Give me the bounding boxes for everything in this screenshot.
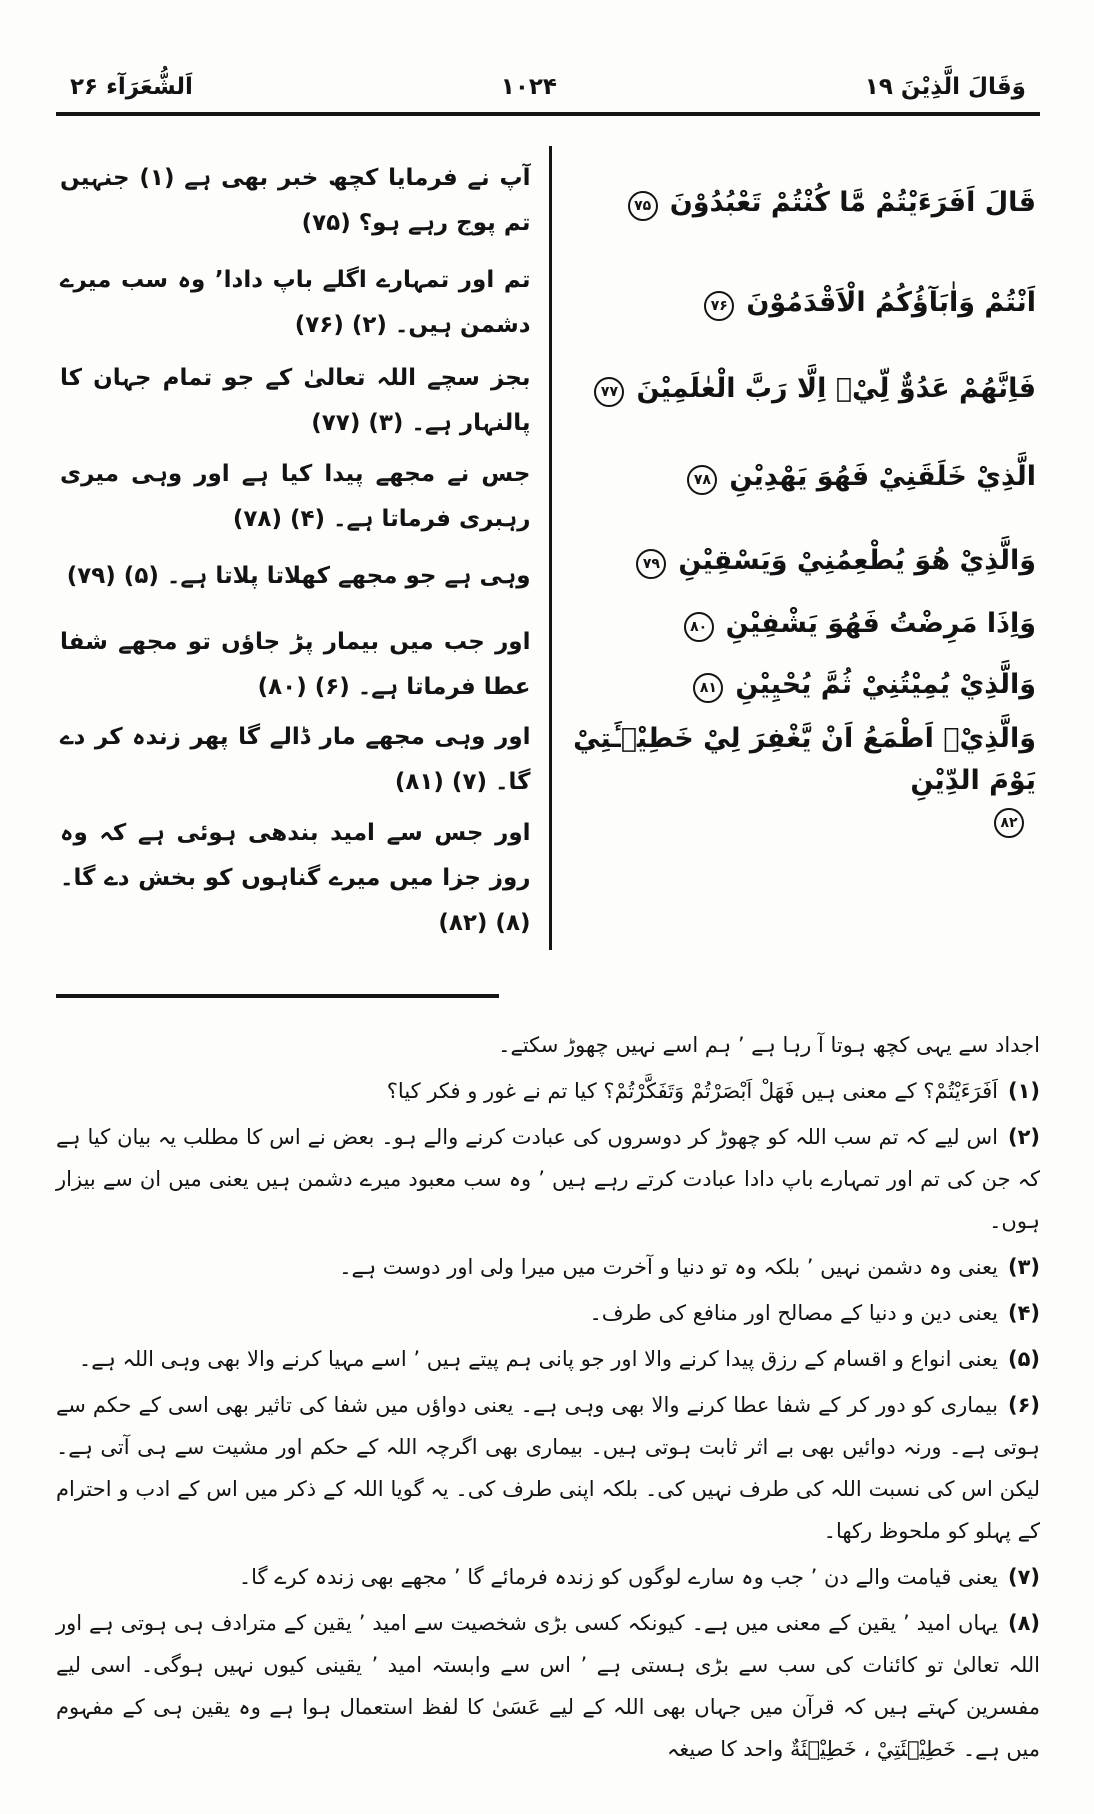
urdu-translation-76: تم اور تمہارے اگلے باپ دادا’ وہ سب میرے دشمن ہیں۔ (۲) (۷۶) [60,267,531,338]
footnote-number: (۳) [1007,1254,1040,1279]
urdu-translation-80: اور جب میں بیمار پڑ جاؤں تو مجھے شفا عطا فرماتا ہے۔ (۶) (۸۰) [60,628,531,700]
footnote-6 [56,1384,1040,1552]
urdu-translation-75: آپ نے فرمایا کچھ خبر بھی ہے (۱) جنہیں تم پوج رہے ہو؟ (۷۵) [60,165,531,236]
ayah-number-circle: ۷۵ [628,191,658,221]
footnote-number: (۵) [1007,1346,1040,1371]
urdu-translation-column [56,146,549,950]
footnote-continuation: اجداد سے یہی کچھ ہوتا آ رہا ہے ’ ہم اسے نہیں چھوڑ سکتے۔ [498,1032,1040,1057]
ayah-text: فَاِنَّهُمْ عَدُوٌّ لِّيْۤ اِلَّا رَبَّ الْعٰلَمِيْنَ [636,373,1036,405]
arabic-verse-76 [566,252,1037,350]
arabic-verse-82 [566,714,1037,838]
ayah-text: قَالَ اَفَرَءَيْتُمْ مَّا كُنْتُمْ تَعْبُدُوْنَ [669,187,1036,219]
footnote-text: بیماری کو دور کر کے شفا عطا کرنے والا بھی وہی ہے۔ یعنی دواؤں میں شفا کی تاثیر بھی اسی کے حکم سے ہوتی ہے۔ ورنہ دوائیں بھی بے اثر ثابت ہوتی ہیں۔ بیماری بھی اگرچہ اللہ کے حکم اور مشیت سے ہی آتی ہے۔ لیکن اس کی نسبت اللہ کی طرف نہیں کی۔ بلکہ اپنی طرف کی۔ یہ گویا اللہ کے ذکر میں اس کے ادب و احترام کے پہلو کو ملحوظ رکھا۔ [56,1392,1040,1543]
header-rule-divider [56,112,1040,116]
ayah-text: اَنْتُمْ وَاٰبَآؤُكُمُ الْاَقْدَمُوْنَ [746,287,1036,319]
footnote-7 [56,1556,1040,1598]
footnote-text: اس لیے کہ تم سب اللہ کو چھوڑ کر دوسروں کی عبادت کرنے والے ہو۔ بعض نے اس کا مطلب یہ بیان کیا ہے کہ جن کی تم اور تمہارے باپ دادا عبادت کرتے رہے ہیں ’ وہ سب معبود میرے دشمن ہیں یعنی میں ان سے بیزار ہوں۔ [56,1124,1040,1233]
arabic-verse-78 [566,424,1037,526]
arabic-verse-79 [566,526,1037,592]
header-surah-name: اَلشُّعَرَآء ۲۶ [70,74,193,100]
footnote-5 [56,1338,1040,1380]
urdu-translation-77: بجز سچے اللہ تعالیٰ کے جو تمام جہان کا پالنہار ہے۔ (۳) (۷۷) [60,365,531,436]
footnote-1 [56,1070,1040,1112]
footnote-text: یعنی وہ دشمن نہیں ’ بلکہ وہ تو دنیا و آخرت میں میرا ولی اور دوست ہے۔ [339,1254,998,1279]
footnote-divider [56,994,499,998]
footnote-3 [56,1246,1040,1288]
page-number: ۱۰۲۴ [500,74,557,100]
ayah-text: وَالَّذِيْ يُمِيْتُنِيْ ثُمَّ يُحْيِيْنِ [735,669,1036,701]
footnote-text: اَفَرَءَيْتُمْ؟ کے معنی ہیں فَهَلْ اَبْصَرْتُمْ وَتَفَكَّرْتُمْ؟ کیا تم نے غور و فکر کیا؟ [386,1078,998,1103]
footnote-text: یہاں امید ’ یقین کے معنی میں ہے۔ کیونکہ کسی بڑی شخصیت سے امید ’ یقین کے مترادف ہی ہوتی ہے اور اللہ تعالیٰ تو کائنات کی سب سے بڑی ہستی ہے ’ اس سے وابستہ امید ’ یقینی کیوں نہیں ہوگی۔ اسی لیے مفسرین کہتے ہیں کہ قرآن میں جہاں بھی اللہ کے لیے عَسَىٰ کا لفظ استعمال ہوا ہے وہ یقین ہی کے مفہوم میں ہے۔ خَطِيْۤئَتِيْ ، خَطِيْۤئَةٌ واحد کا صیغہ [56,1610,1040,1761]
ayah-number-circle: ۷۷ [594,377,624,407]
footnote-2 [56,1116,1040,1242]
footnotes-section [56,1024,1040,1770]
urdu-translation-78: جس نے مجھے پیدا کیا ہے اور وہی میری رہبری فرماتا ہے۔ (۴) (۷۸) [60,460,531,532]
ayah-number-circle: ۸۱ [693,673,723,703]
arabic-verse-81 [566,652,1037,714]
ayah-text: وَالَّذِيْۤ اَطْمَعُ اَنْ يَّغْفِرَ لِيْ خَطِيْۤـَٔتِيْ يَوْمَ الدِّيْنِ [573,723,1036,796]
footnote-number: (۷) [1007,1564,1040,1589]
footnote-number: (۲) [1007,1124,1040,1149]
arabic-verse-column [552,146,1041,950]
ayah-text: الَّذِيْ خَلَقَنِيْ فَهُوَ يَهْدِيْنِ [729,461,1036,493]
ayah-number-circle: ۸۲ [994,808,1024,838]
ayah-number-circle: ۷۹ [636,549,666,579]
footnote-number: (۱) [1007,1078,1040,1103]
footnote-text: یعنی انواع و اقسام کے رزق پیدا کرنے والا اور جو پانی ہم پیتے ہیں ’ اسے مہیا کرنے والا بھی وہی اللہ ہے۔ [78,1346,998,1371]
ayah-number-circle: ۷۶ [704,291,734,321]
footnote-4 [56,1292,1040,1334]
ayah-number-circle: ۸۰ [684,612,714,642]
ayah-number-circle: ۷۸ [687,465,717,495]
arabic-verse-80 [566,592,1037,652]
urdu-translation-82: اور جس سے امید بندھی ہوئی ہے کہ وہ روز جزا میں میرے گناہوں کو بخش دے گا۔ (۸) (۸۲) [60,820,531,936]
arabic-verse-75 [566,150,1037,252]
footnote-number: (۶) [1007,1392,1040,1417]
arabic-verse-77 [566,350,1037,424]
page-header [56,74,1040,106]
ayah-text: وَاِذَا مَرِضْتُ فَهُوَ يَشْفِيْنِ [725,608,1036,640]
header-juz-name: وَقَالَ الَّذِيْنَ ۱۹ [864,74,1026,100]
verse-columns [56,146,1040,950]
urdu-translation-81: اور وہی مجھے مار ڈالے گا پھر زندہ کر دے گا۔ (۷) (۸۱) [60,724,531,796]
footnote-number: (۸) [1007,1610,1040,1635]
urdu-translation-79: وہی ہے جو مجھے کھلاتا پلاتا ہے۔ (۵) (۷۹) [66,562,531,589]
ayah-text: وَالَّذِيْ هُوَ يُطْعِمُنِيْ وَيَسْقِيْنِ [678,545,1036,577]
footnote-8 [56,1602,1040,1770]
footnote-text: یعنی قیامت والے دن ’ جب وہ سارے لوگوں کو زندہ فرمائے گا ’ مجھے بھی زندہ کرے گا۔ [238,1564,998,1589]
footnote-number: (۴) [1007,1300,1040,1325]
footnote-text: یعنی دین و دنیا کے مصالح اور منافع کی طرف۔ [589,1300,998,1325]
